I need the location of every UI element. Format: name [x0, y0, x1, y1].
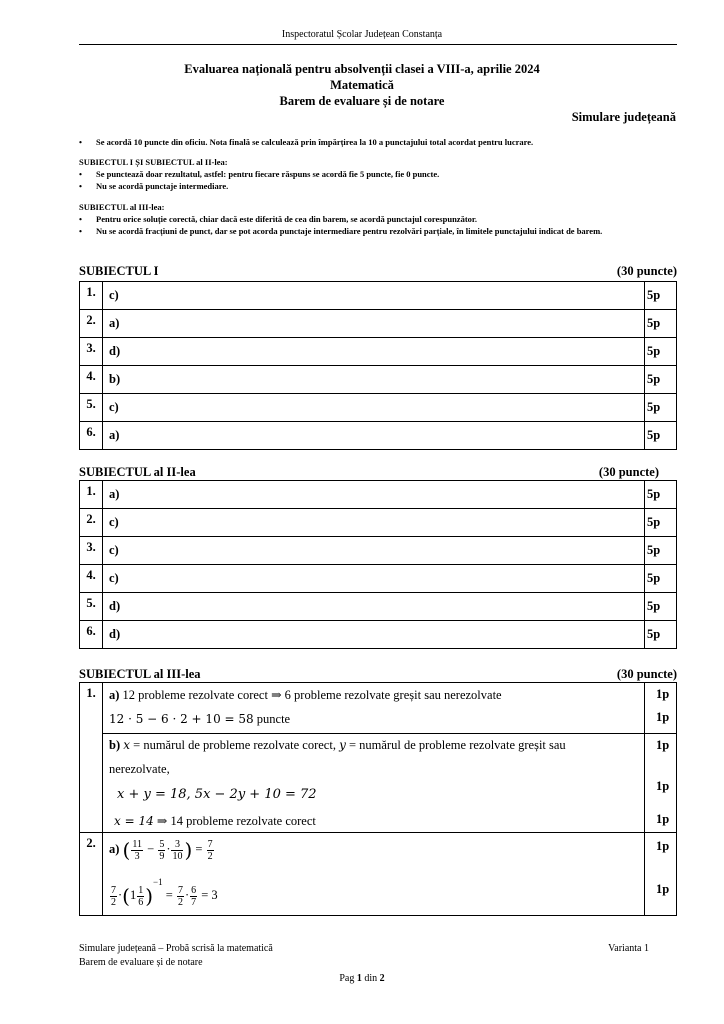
answer: c) [103, 509, 645, 537]
table-row [80, 422, 677, 450]
score: 5p [645, 537, 677, 565]
subject1-points: (30 puncte) [616, 264, 677, 278]
fraction: $\frac{5}{9}$ [159, 838, 165, 862]
note-general: • Se acordă 10 puncte din oficiu. Nota finală se calculează prin împărțirea la 10 a punctajului total acordat pentru lucrare. [79, 137, 533, 148]
answer: b) [103, 366, 645, 394]
score: 5p [645, 481, 677, 509]
item-number: 6. [80, 422, 103, 450]
score: 1p [656, 812, 670, 826]
problem-number: 1. [80, 683, 103, 833]
table-row [80, 366, 677, 394]
fraction: $\frac{7}{2}$ [111, 884, 116, 908]
note-s12-bullet2: • Nu se acordă punctaje intermediare. [79, 181, 228, 192]
page-number: Pag 1 din 2 [339, 973, 385, 984]
note-s3-bullet1: • Pentru orice soluție corectă, chiar dacă este diferită de cea din barem, se acordă punctajul corespunzător. [79, 214, 477, 225]
subject2-points: (30 puncte) [598, 465, 659, 479]
problem2a-cell [103, 833, 645, 916]
score: 5p [645, 422, 677, 450]
subject1-title: SUBIECTUL I [79, 264, 159, 278]
doc-title-line2: Matematică [330, 78, 394, 92]
score: 5p [645, 593, 677, 621]
item-number: 5. [80, 593, 103, 621]
answer: d) [103, 593, 645, 621]
problem1b-cell [103, 734, 645, 833]
score: 1p [656, 882, 670, 896]
score: 5p [645, 565, 677, 593]
score: 1p [656, 779, 670, 793]
header-institution: Inspectoratul Școlar Județean Constanța [281, 29, 443, 40]
score: 5p [645, 621, 677, 649]
item-number: 1. [80, 481, 103, 509]
table-row [80, 338, 677, 366]
table-row [80, 565, 677, 593]
answer: a) [103, 481, 645, 509]
note-s12-heading: SUBIECTUL I ȘI SUBIECTUL al II-lea: [79, 157, 228, 167]
table-row [80, 593, 677, 621]
problem1a-score-cell [645, 683, 677, 734]
footer-left2: Barem de evaluare și de notare [79, 957, 203, 968]
problem1b-score-cell [645, 734, 677, 833]
answer: d) [103, 621, 645, 649]
problem1b-line2: nerezolvate, [109, 762, 170, 776]
note-s3-bullet2: • Nu se acordă fracțiuni de punct, dar se pot acorda punctaje intermediare pentru rezolvări parțiale, în limitele punctajului indicat de barem. [79, 226, 602, 237]
score: 5p [645, 366, 677, 394]
problem1a-cell [103, 683, 645, 734]
table-row [80, 394, 677, 422]
footer-left1: Simulare județeană – Probă scrisă la matematică [79, 943, 273, 954]
table-row [80, 481, 677, 509]
item-number: 4. [80, 565, 103, 593]
answer: c) [103, 537, 645, 565]
fraction: $\frac{11}{3}$ [132, 838, 142, 862]
score: 1p [656, 738, 670, 752]
item-number: 2. [80, 310, 103, 338]
subject2-title: SUBIECTUL al II-lea [79, 465, 196, 479]
fraction: $\frac{7}{2}$ [207, 838, 213, 862]
item-number: 6. [80, 621, 103, 649]
problem1a-line1: a) 12 probleme rezolvate corect ⇒ 6 probleme rezolvate greșit sau nerezolvate [109, 688, 502, 702]
subject2-table [79, 480, 677, 649]
table-row [80, 282, 677, 310]
table-row [80, 509, 677, 537]
item-number: 2. [80, 509, 103, 537]
score: 5p [645, 310, 677, 338]
item-number: 5. [80, 394, 103, 422]
problem1b-result: x = 14 ⇒ 14 probleme rezolvate corect [114, 814, 316, 828]
table-row [80, 683, 677, 734]
fraction: $\frac{1}{6}$ [138, 884, 144, 908]
subject1-table [79, 281, 677, 450]
score: 5p [645, 509, 677, 537]
table-row [80, 310, 677, 338]
score: 5p [645, 338, 677, 366]
table-row [80, 537, 677, 565]
subject3-points: (30 puncte) [616, 667, 677, 681]
footer-variant: Varianta 1 [608, 943, 649, 954]
score: 1p [656, 687, 670, 701]
problem1a-line2: 12 · 5 − 6 · 2 + 10 = 58 puncte [109, 712, 291, 726]
table-row [80, 734, 677, 833]
problem1b-equations: x + y = 18, 5x − 2y + 10 = 72 [117, 787, 317, 802]
fraction: $\frac{6}{7}$ [191, 884, 197, 908]
score: 5p [645, 282, 677, 310]
doc-title-line1: Evaluarea națională pentru absolvenții clasei a VIII-a, aprilie 2024 [184, 62, 540, 76]
fraction: $\frac{3}{10}$ [172, 838, 183, 862]
fraction: $\frac{7}{2}$ [177, 884, 183, 908]
problem2a-line1: a) ( $\frac{11}{3}$ − $\frac{5}{9}$ · $\frac{3}{10}$ ) = $\frac{7}{2}$ [109, 838, 213, 862]
table-row [80, 621, 677, 649]
answer: d) [103, 338, 645, 366]
note-s3-heading: SUBIECTUL al III-lea: [79, 202, 165, 212]
score: 1p [656, 839, 670, 853]
doc-title-line3: Barem de evaluare și de notare [279, 94, 445, 108]
item-number: 3. [80, 537, 103, 565]
subject3-title: SUBIECTUL al III-lea [79, 667, 201, 681]
score: 5p [645, 394, 677, 422]
table-row [80, 833, 677, 916]
problem-number: 2. [80, 833, 103, 916]
item-number: 1. [80, 282, 103, 310]
item-number: 4. [80, 366, 103, 394]
subject3-table [79, 682, 677, 916]
score: 1p [656, 710, 670, 724]
simulation-label: Simulare județeană [571, 110, 676, 124]
answer: a) [103, 422, 645, 450]
problem2a-line2: $\frac{7}{2}$ ·(1 $\frac{1}{6}$ )$^{-1}$ = $\frac{7}{2}$ · $\frac{6}{7}$ = 3 [111, 877, 218, 909]
header-divider [79, 44, 677, 45]
problem2a-score-cell [645, 833, 677, 916]
answer: a) [103, 310, 645, 338]
answer: c) [103, 282, 645, 310]
note-s12-bullet1: • Se punctează doar rezultatul, astfel: pentru fiecare răspuns se acordă fie 5 puncte, fie 0 puncte. [79, 169, 439, 180]
problem1b-line1: b) x = numărul de probleme rezolvate corect, y = numărul de probleme rezolvate greșit sau [109, 738, 566, 752]
answer: c) [103, 394, 645, 422]
item-number: 3. [80, 338, 103, 366]
answer: c) [103, 565, 645, 593]
